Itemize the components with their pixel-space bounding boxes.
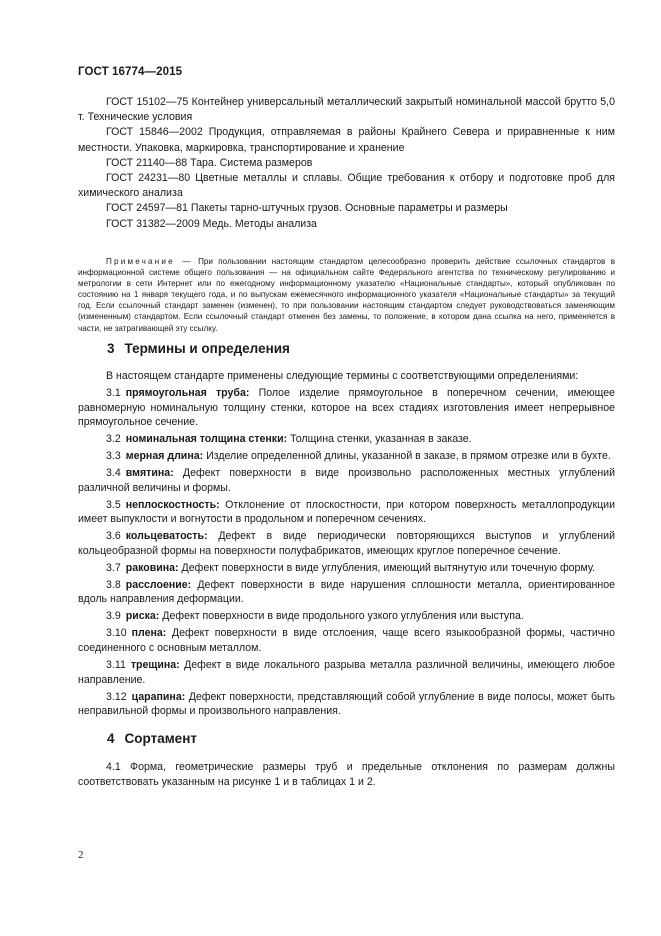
term: мерная длина:: [125, 450, 204, 463]
section-3-body: [78, 369, 615, 721]
term-definition: 3.7 раковина: Дефект поверхности в виде углубления, имеющий вытянутую или точечную форму.: [106, 561, 596, 574]
term: плена:: [131, 627, 167, 640]
section-4-heading: [107, 731, 197, 746]
definition: Дефект поверхности в виде углубления, имеющий вытянутую или точечную форму.: [181, 561, 596, 574]
definition: Дефект в виде периодически повторяющихся выступов и углублений кольцеобразной формы на поверхности полуфабрикатов, имеющих круглое поперечное сечение.: [78, 530, 615, 557]
term-definition: 3.6 кольцеватость: Дефект в виде периодически повторяющихся выступов и углублений кольцеобразной формы на поверхности полуфабрикатов, имеющих круглое поперечное сечение.: [78, 530, 615, 557]
term: неплоскостность:: [125, 498, 220, 511]
term: раковина:: [125, 561, 179, 574]
references-note: [78, 256, 615, 334]
term-definition: 3.9 риска: Дефект поверхности в виде продольного узкого углубления или выступа.: [106, 610, 524, 623]
term-definition: 3.10 плена: Дефект поверхности в виде отслоения, чаще всего языкообразной формы, частично соединенного с основным металлом.: [78, 627, 615, 654]
definition: Полое изделие прямоугольное в поперечном сечении, имеющее равномерную номинальную толщину стенки, которое на всех стадиях изготовления имеет непрерывное прямоугольное сечение.: [78, 386, 615, 429]
note-text: При пользовании настоящим стандартом целесообразно проверить действие ссылочных стандартов в информационной системе общего пользования — на официальном сайте Федерального агентства по техническому регулированию и метрологии в сети Интернет или по ежегодному информационному указателю «Национальные стандарты», который опубликован по состоянию на 1 января текущего года, и по выпускам ежемесячного информационного указателя «Национальные стандарты» за текущий год. Если ссылочный стандарт заменен (изменен), то при пользовании настоящим стандартом следует руководствоваться заменяющим (измененным) стандартом. Если ссылочный стандарт отменен без замены, то положение, в котором дана ссылка на него, применяется в части, не затрагивающей эту ссылку.: [78, 257, 616, 333]
section-title: Термины и определения: [124, 341, 290, 356]
definition: Дефект поверхности, представляющий собой углубление в виде полосы, может быть неправильной формы и произвольного направления.: [78, 690, 615, 718]
reference-item: ГОСТ 15102—75 Контейнер универсальный металлический закрытый номинальной массой брутто 5,0 т. Технические условия: [78, 96, 615, 124]
note-label: Примечание —: [106, 257, 193, 266]
term-definition: 3.11 трещина: Дефект в виде локального разрыва металла различной величины, имеющего любое направление.: [78, 658, 615, 686]
section-4-body: [78, 760, 615, 792]
term: кольцеватость:: [125, 530, 208, 543]
section-title: Сортамент: [124, 731, 197, 746]
page-number: 2: [78, 849, 84, 861]
term: царапина:: [131, 690, 186, 703]
definition: Отклонение от плоскостности, при котором поверхность металлопродукции имеет выпуклости и вогнутости в продольном и поперечном сечениях.: [78, 498, 615, 526]
definition: Дефект поверхности в виде произвольно расположенных местных углублений различной величины и формы.: [78, 467, 615, 494]
section-number: 4: [107, 731, 115, 746]
term: номинальная толщина стенки:: [125, 433, 288, 446]
term-definition: 3.3 мерная длина: Изделие определенной длины, указанной в заказе, в прямом отрезке или в бухте.: [106, 450, 611, 463]
reference-item: ГОСТ 31382—2009 Медь. Методы анализа: [106, 217, 317, 230]
term: риска:: [125, 610, 160, 623]
definition: Дефект в виде локального разрыва металла различной величины, имеющего любое направление.: [78, 658, 615, 686]
term: прямоугольная труба:: [125, 386, 250, 399]
term-definition: 3.1 прямоугольная труба: Полое изделие прямоугольное в поперечном сечении, имеющее равномерную номинальную толщину стенки, которое на всех стадиях изготовления имеет непрерывное прямоугольное сечение.: [78, 386, 615, 429]
term-definition: 3.5 неплоскостность: Отклонение от плоскостности, при котором поверхность металлопродукции имеет выпуклости и вогнутости в продольном и поперечном сечениях.: [78, 498, 615, 526]
reference-item: ГОСТ 21140—88 Тара. Система размеров: [106, 156, 313, 169]
section-number: 3: [107, 341, 115, 356]
definition: Дефект поверхности в виде отслоения, чаще всего языкообразной формы, частично соединенного с основным металлом.: [78, 627, 615, 654]
section-3-heading: [107, 341, 290, 356]
section-intro: В настоящем стандарте применены следующие термины с соответствующими определениями:: [106, 370, 579, 382]
term-definition: 3.12 царапина: Дефект поверхности, представляющий собой углубление в виде полосы, может быть неправильной формы и произвольного направления.: [78, 690, 615, 718]
term: расслоение:: [125, 578, 192, 591]
definition: Изделие определенной длины, указанной в заказе, в прямом отрезке или в бухте.: [206, 450, 611, 463]
term: вмятина:: [125, 467, 174, 480]
definition: Дефект поверхности в виде продольного узкого углубления или выступа.: [162, 610, 524, 623]
definition: Дефект поверхности в виде нарушения сплошности металла, ориентированное вдоль направления деформации.: [78, 578, 615, 606]
definition: Толщина стенки, указанная в заказе.: [290, 433, 472, 446]
term-definition: 3.4 вмятина: Дефект поверхности в виде произвольно расположенных местных углублений различной величины и формы.: [78, 467, 615, 494]
term: трещина:: [130, 658, 180, 671]
term-definition: 3.8 расслоение: Дефект поверхности в виде нарушения сплошности металла, ориентированное вдоль направления деформации.: [78, 578, 615, 606]
normative-references: [78, 95, 615, 232]
reference-item: ГОСТ 24597—81 Пакеты тарно-штучных грузов. Основные параметры и размеры: [106, 202, 508, 215]
running-header: ГОСТ 16774—2015: [78, 66, 183, 78]
section-paragraph: 4.1 Форма, геометрические размеры труб и предельные отклонения по размерам должны соответствовать указанным на рисунке 1 и в таблицах 1 и 2.: [78, 761, 615, 788]
reference-item: ГОСТ 24231—80 Цветные металлы и сплавы. Общие требования к отбору и подготовке проб для химического анализа: [78, 172, 615, 200]
reference-item: ГОСТ 15846—2002 Продукция, отправляемая в районы Крайнего Севера и приравненные к ним местности. Упаковка, маркировка, транспортирование и хранение: [78, 126, 615, 154]
term-definition: 3.2 номинальная толщина стенки: Толщина стенки, указанная в заказе.: [106, 433, 472, 446]
